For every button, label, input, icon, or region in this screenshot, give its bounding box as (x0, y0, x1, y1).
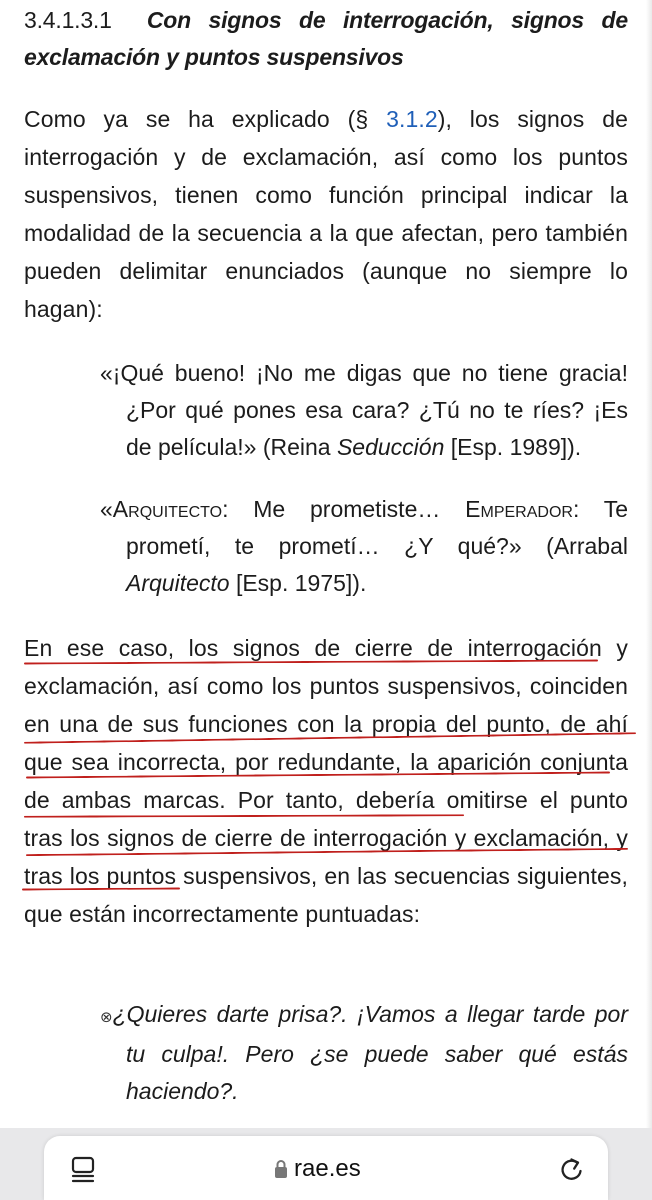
quote-arrabal-speaker-2: Emperador (465, 496, 573, 522)
browser-toolbar (0, 1128, 652, 1200)
incorrect-mark-icon: ⊗ (100, 1009, 113, 1026)
section-title: Con signos de interrogación, signos de exclamación y puntos suspensivos (24, 7, 628, 70)
incorrect-example-text: ¿Quieres darte prisa?. ¡Vamos a llegar tarde por tu culpa!. Pero ¿se puede saber qué estás haciendo?. (112, 1001, 628, 1104)
quote-arrabal-line-1: : Me prometiste… (222, 496, 466, 522)
section-heading (24, 2, 628, 76)
paragraph-intro (24, 100, 628, 328)
section-link[interactable]: 3.1.2 (386, 106, 438, 132)
paragraph-rule: En ese caso, los signos de cierre de interrogación y exclamación, así como los puntos suspensivos, coinciden en una de sus funciones con la propia del punto, de ahí que sea incorrecta, por redundante, la aparición conjunta de ambas marcas. Por tanto, debería omitirse el punto tras los signos de cierre de interrogación y exclamación, y tras los puntos suspensivos, en las secuencias siguientes, que están incorrectamente puntuadas: (24, 635, 628, 927)
quote-arrabal (100, 491, 628, 602)
quote-reina-ref: [Esp. 1989]). (444, 434, 582, 460)
lock-icon (274, 1159, 288, 1179)
quote-arrabal-ref: [Esp. 1975]). (229, 570, 367, 596)
quote-arrabal-line-2: : Te prometí, te prometí… ¿Y qué?» (Arrabal (126, 496, 629, 559)
quote-reina-work: Seducción (336, 434, 445, 460)
paragraph-intro-text-a: Como ya se ha explicado (§ (24, 106, 387, 132)
section-number: 3.4.1.3.1 (24, 7, 112, 33)
quote-arrabal-work: Arquitecto (126, 570, 230, 596)
paragraph-intro-text-b: ), los signos de interrogación y de exclamación, así como los puntos suspensivos, tienen como función principal indicar la modalidad de la secuencia a la que afectan, pero también pueden delimitar enunciados (aunque no siempre lo hagan): (24, 106, 628, 322)
reader-mode-icon[interactable] (70, 1156, 96, 1184)
reload-icon[interactable] (558, 1154, 586, 1184)
url-text: rae.es (294, 1155, 361, 1182)
url-display[interactable] (274, 1154, 361, 1184)
page-edge (646, 0, 652, 1128)
quote-reina (100, 355, 628, 466)
address-bar[interactable] (44, 1136, 608, 1200)
quote-arrabal-speaker-1: Arquitecto (112, 496, 223, 522)
quote-arrabal-open: « (100, 496, 113, 522)
incorrect-example (100, 996, 628, 1110)
quote-reina-text: «¡Qué bueno! ¡No me digas que no tiene gracia! ¿Por qué pones esa cara? ¿Tú no te ríes? ¡Es de película!» (Reina (100, 360, 628, 460)
